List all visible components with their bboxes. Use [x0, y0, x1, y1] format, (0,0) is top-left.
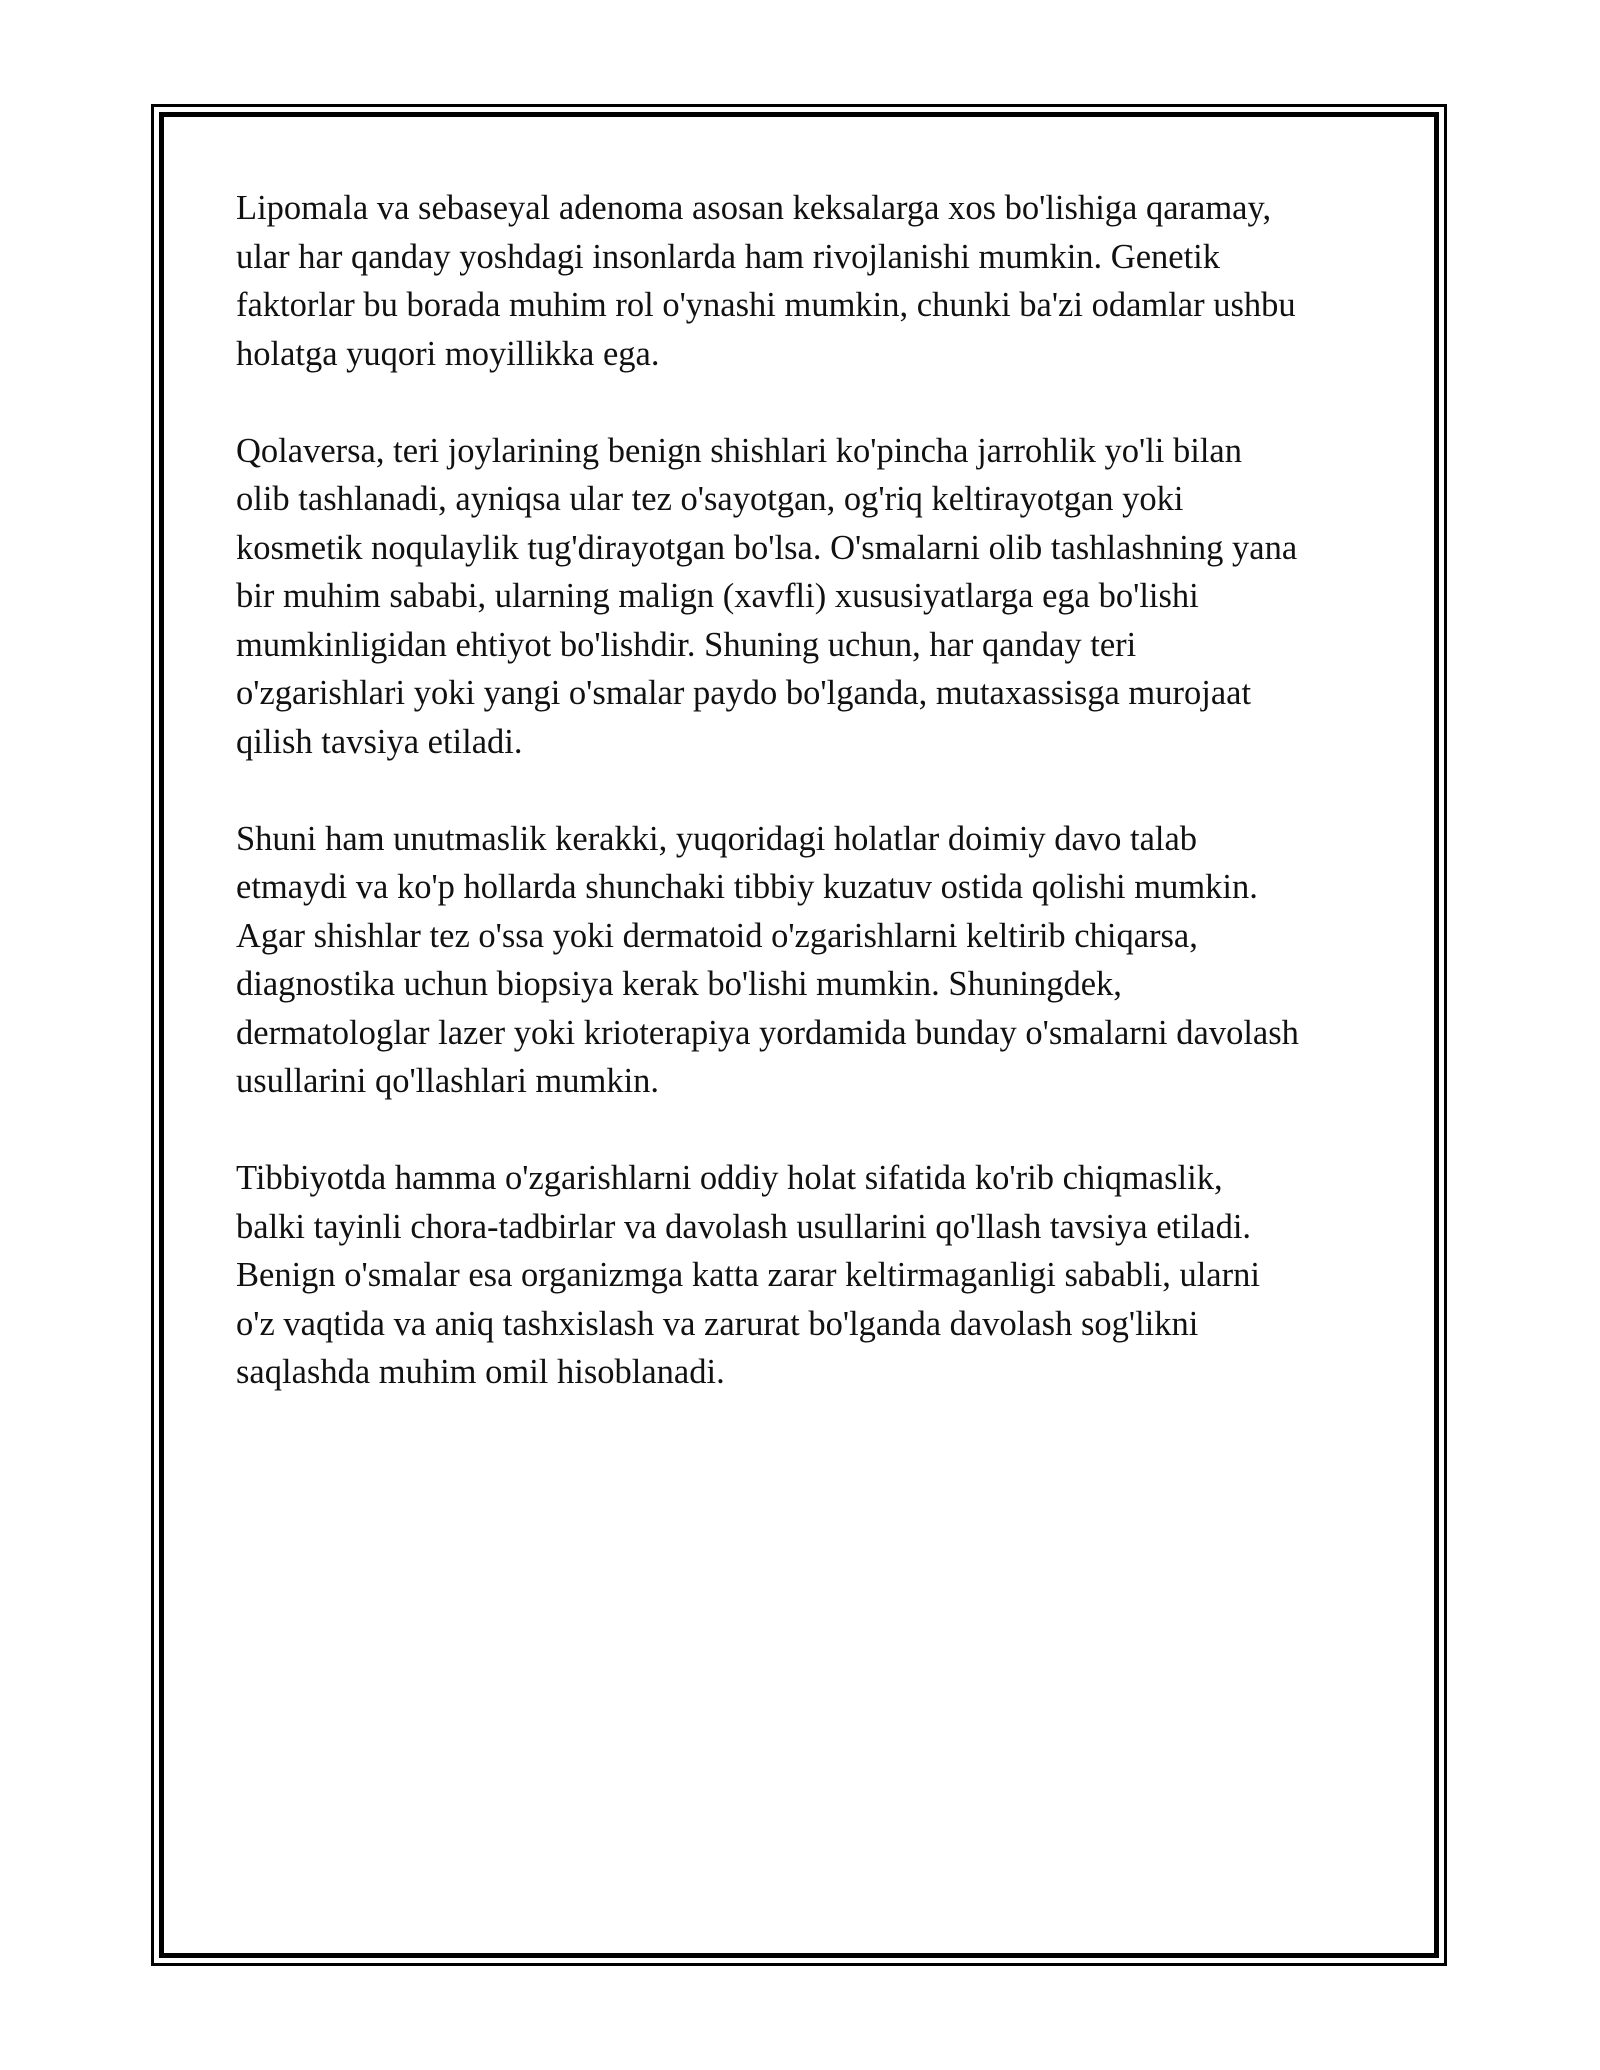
document-body: [236, 184, 1376, 1445]
paragraph-2: Qolaversa, teri joylarining benign shishlari ko'pincha jarrohlik yo'li bilan olib tashlanadi, ayniqsa ular tez o'sayotgan, og'riq keltirayotgan yoki kosmetik noqulaylik tug'dirayotgan bo'lsa. O'smalarni olib tashlashning yana bir muhim sababi, ularning malign (xavfli) xususiyatlarga ega bo'lishi mumkinligidan ehtiyot bo'lishdir. Shuning uchun, har qanday teri o'zgarishlari yoki yangi o'smalar paydo bo'lganda, mutaxassisga murojaat qilish tavsiya etiladi.: [236, 431, 1298, 761]
paragraph-3: Shuni ham unutmaslik kerakki, yuqoridagi holatlar doimiy davo talab etmaydi va ko'p hollarda shunchaki tibbiy kuzatuv ostida qolishi mumkin. Agar shishlar tez o'ssa yoki dermatoid o'zgarishlarni keltirib chiqarsa, diagnostika uchun biopsiya kerak bo'lishi mumkin. Shuningdek, dermatologlar lazer yoki krioterapiya yordamida bunday o'smalarni davolash usullarini qo'llashlari mumkin.: [236, 819, 1299, 1100]
paragraph-1: Lipomala va sebaseyal adenoma asosan keksalarga xos bo'lishiga qaramay, ular har qanday yoshdagi insonlarda ham rivojlanishi mumkin. Genetik faktorlar bu borada muhim rol o'ynashi mumkin, chunki ba'zi odamlar ushbu holatga yuqori moyillikka ega.: [236, 189, 1296, 373]
paragraph-4: Tibbiyotda hamma o'zgarishlarni oddiy holat sifatida ko'rib chiqmaslik, balki tayinli chora-tadbirlar va davolash usullarini qo'llash tavsiya etiladi. Benign o'smalar esa organizmga katta zarar keltirmaganligi sababli, ularni o'z vaqtida va aniq tashxislash va zarurat bo'lganda davolash sog'likni saqlashda muhim omil hisoblanadi.: [236, 1159, 1260, 1391]
